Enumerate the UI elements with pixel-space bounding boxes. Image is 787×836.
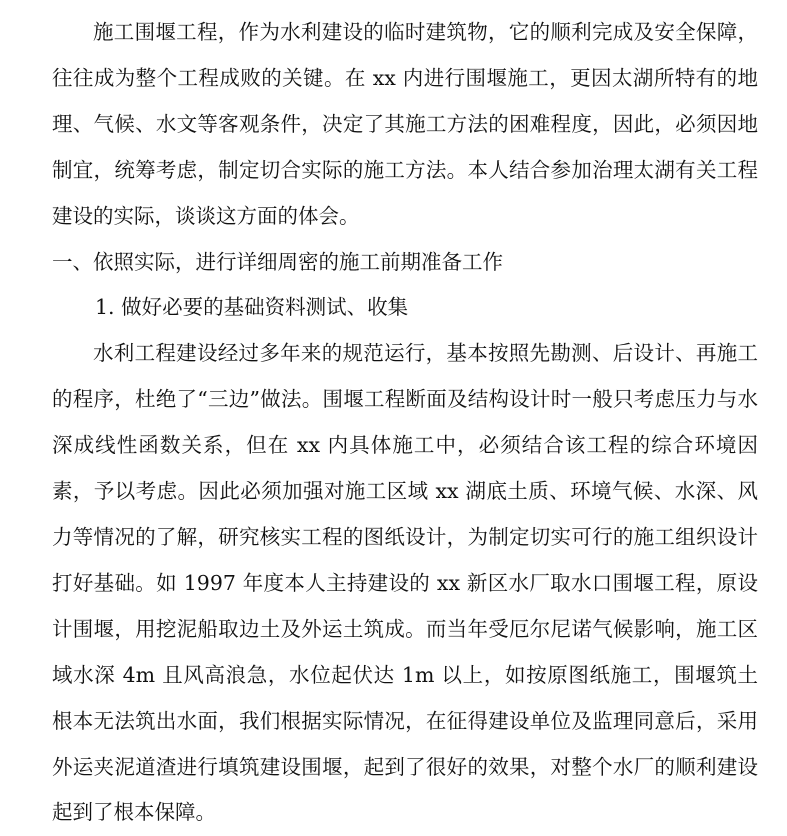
document-page xyxy=(52,10,758,836)
section-heading: 一、依照实际，进行详细周密的施工前期准备工作 xyxy=(52,249,503,274)
intro-paragraph: 施工围堰工程，作为水利建设的临时建筑物，它的顺利完成及安全保障，往往成为整个工程成败的关键。在 xx 内进行围堰施工，更因太湖所特有的地理、气候、水文等客观条件，决定了其施工方法的困难程度，因此，必须因地制宜，统筹考虑，制定切合实际的施工方法。本人结合参加治理太湖有关工程建设的实际，谈谈这方面的体会。 xyxy=(52,20,758,228)
subsection-heading: 1. 做好必要的基础资料测试、收集 xyxy=(95,295,409,320)
body-paragraph: 水利工程建设经过多年来的规范运行，基本按照先勘测、后设计、再施工的程序，杜绝了“三边”做法。围堰工程断面及结构设计时一般只考虑压力与水深成线性函数关系，但在 xx 内具体施工中，必须结合该工程的综合环境因素，予以考虑。因此必须加强对施工区域 xx 湖底土质、环境气候、水深、风力等情况的了解，研究核实工程的图纸设计，为制定切实可行的施工组织设计打好基础。如 1997 年度本人主持建设的 xx 新区水厂取水口围堰工程，原设计围堰，用挖泥船取边土及外运土筑成。而当年受厄尔尼诺气候影响，施工区域水深 4m 且风高浪急，水位起伏达 1m 以上，如按原图纸施工，围堰筑土根本无法筑出水面，我们根据实际情况，在征得建设单位及监理同意后，采用外运夹泥道渣进行填筑建设围堰，起到了很好的效果，对整个水厂的顺利建设起到了根本保障。 xyxy=(52,341,758,825)
